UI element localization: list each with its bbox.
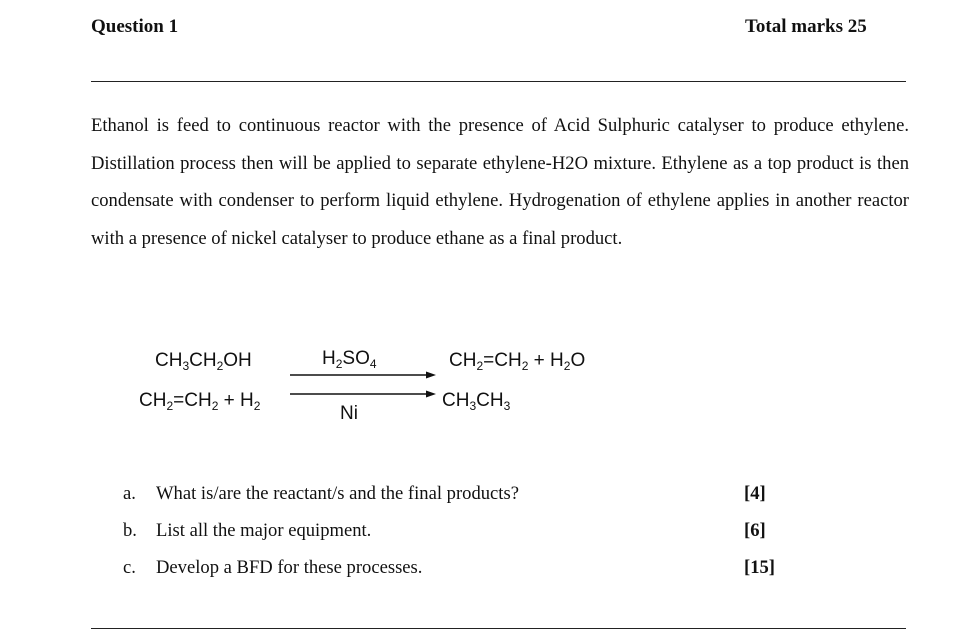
question-b-marks: [6] xyxy=(744,520,766,541)
top-divider xyxy=(91,81,906,82)
question-title: Question 1 xyxy=(91,16,179,37)
reaction-1-reactant: $CH_3CH_2OH$ xyxy=(155,350,252,373)
reaction-2-product: $CH_3CH_3$ xyxy=(442,390,511,413)
question-a-text: What is/are the reactant/s and the final products? xyxy=(156,483,519,504)
question-b-text: List all the major equipment. xyxy=(156,520,372,541)
question-a-letter: a. xyxy=(123,483,136,504)
question-c-text: Develop a BFD for these processes. xyxy=(156,557,423,578)
question-c-marks: [15] xyxy=(744,557,775,578)
question-a-marks: [4] xyxy=(744,483,766,504)
reaction-1-product: $CH_2=CH_2 + H_2O$ xyxy=(449,350,586,373)
reaction-2-catalyst: Ni xyxy=(340,403,358,424)
reaction-1-catalyst: $H_2SO_4$ xyxy=(322,348,377,371)
question-b-letter: b. xyxy=(123,520,137,541)
total-marks: Total marks 25 xyxy=(745,16,867,37)
question-paragraph: Ethanol is feed to continuous reactor with the presence of Acid Sulphuric catalyser to produce ethylene. Distillation process then will be applied to separate ethylene-H2O mixture. Ethylene as a top product is then condensate with condenser to perform liquid ethylene. Hydrogenation of ethylene applies in another reactor with a presence of nickel catalyser to produce ethane as a final product. xyxy=(91,115,909,249)
bottom-divider xyxy=(91,628,906,629)
question-c-letter: c. xyxy=(123,557,136,578)
reaction-1-arrow xyxy=(288,370,438,380)
reaction-2-reactant: $CH_2=CH_2 + H_2$ xyxy=(139,390,261,413)
reaction-2-arrow xyxy=(288,389,438,399)
